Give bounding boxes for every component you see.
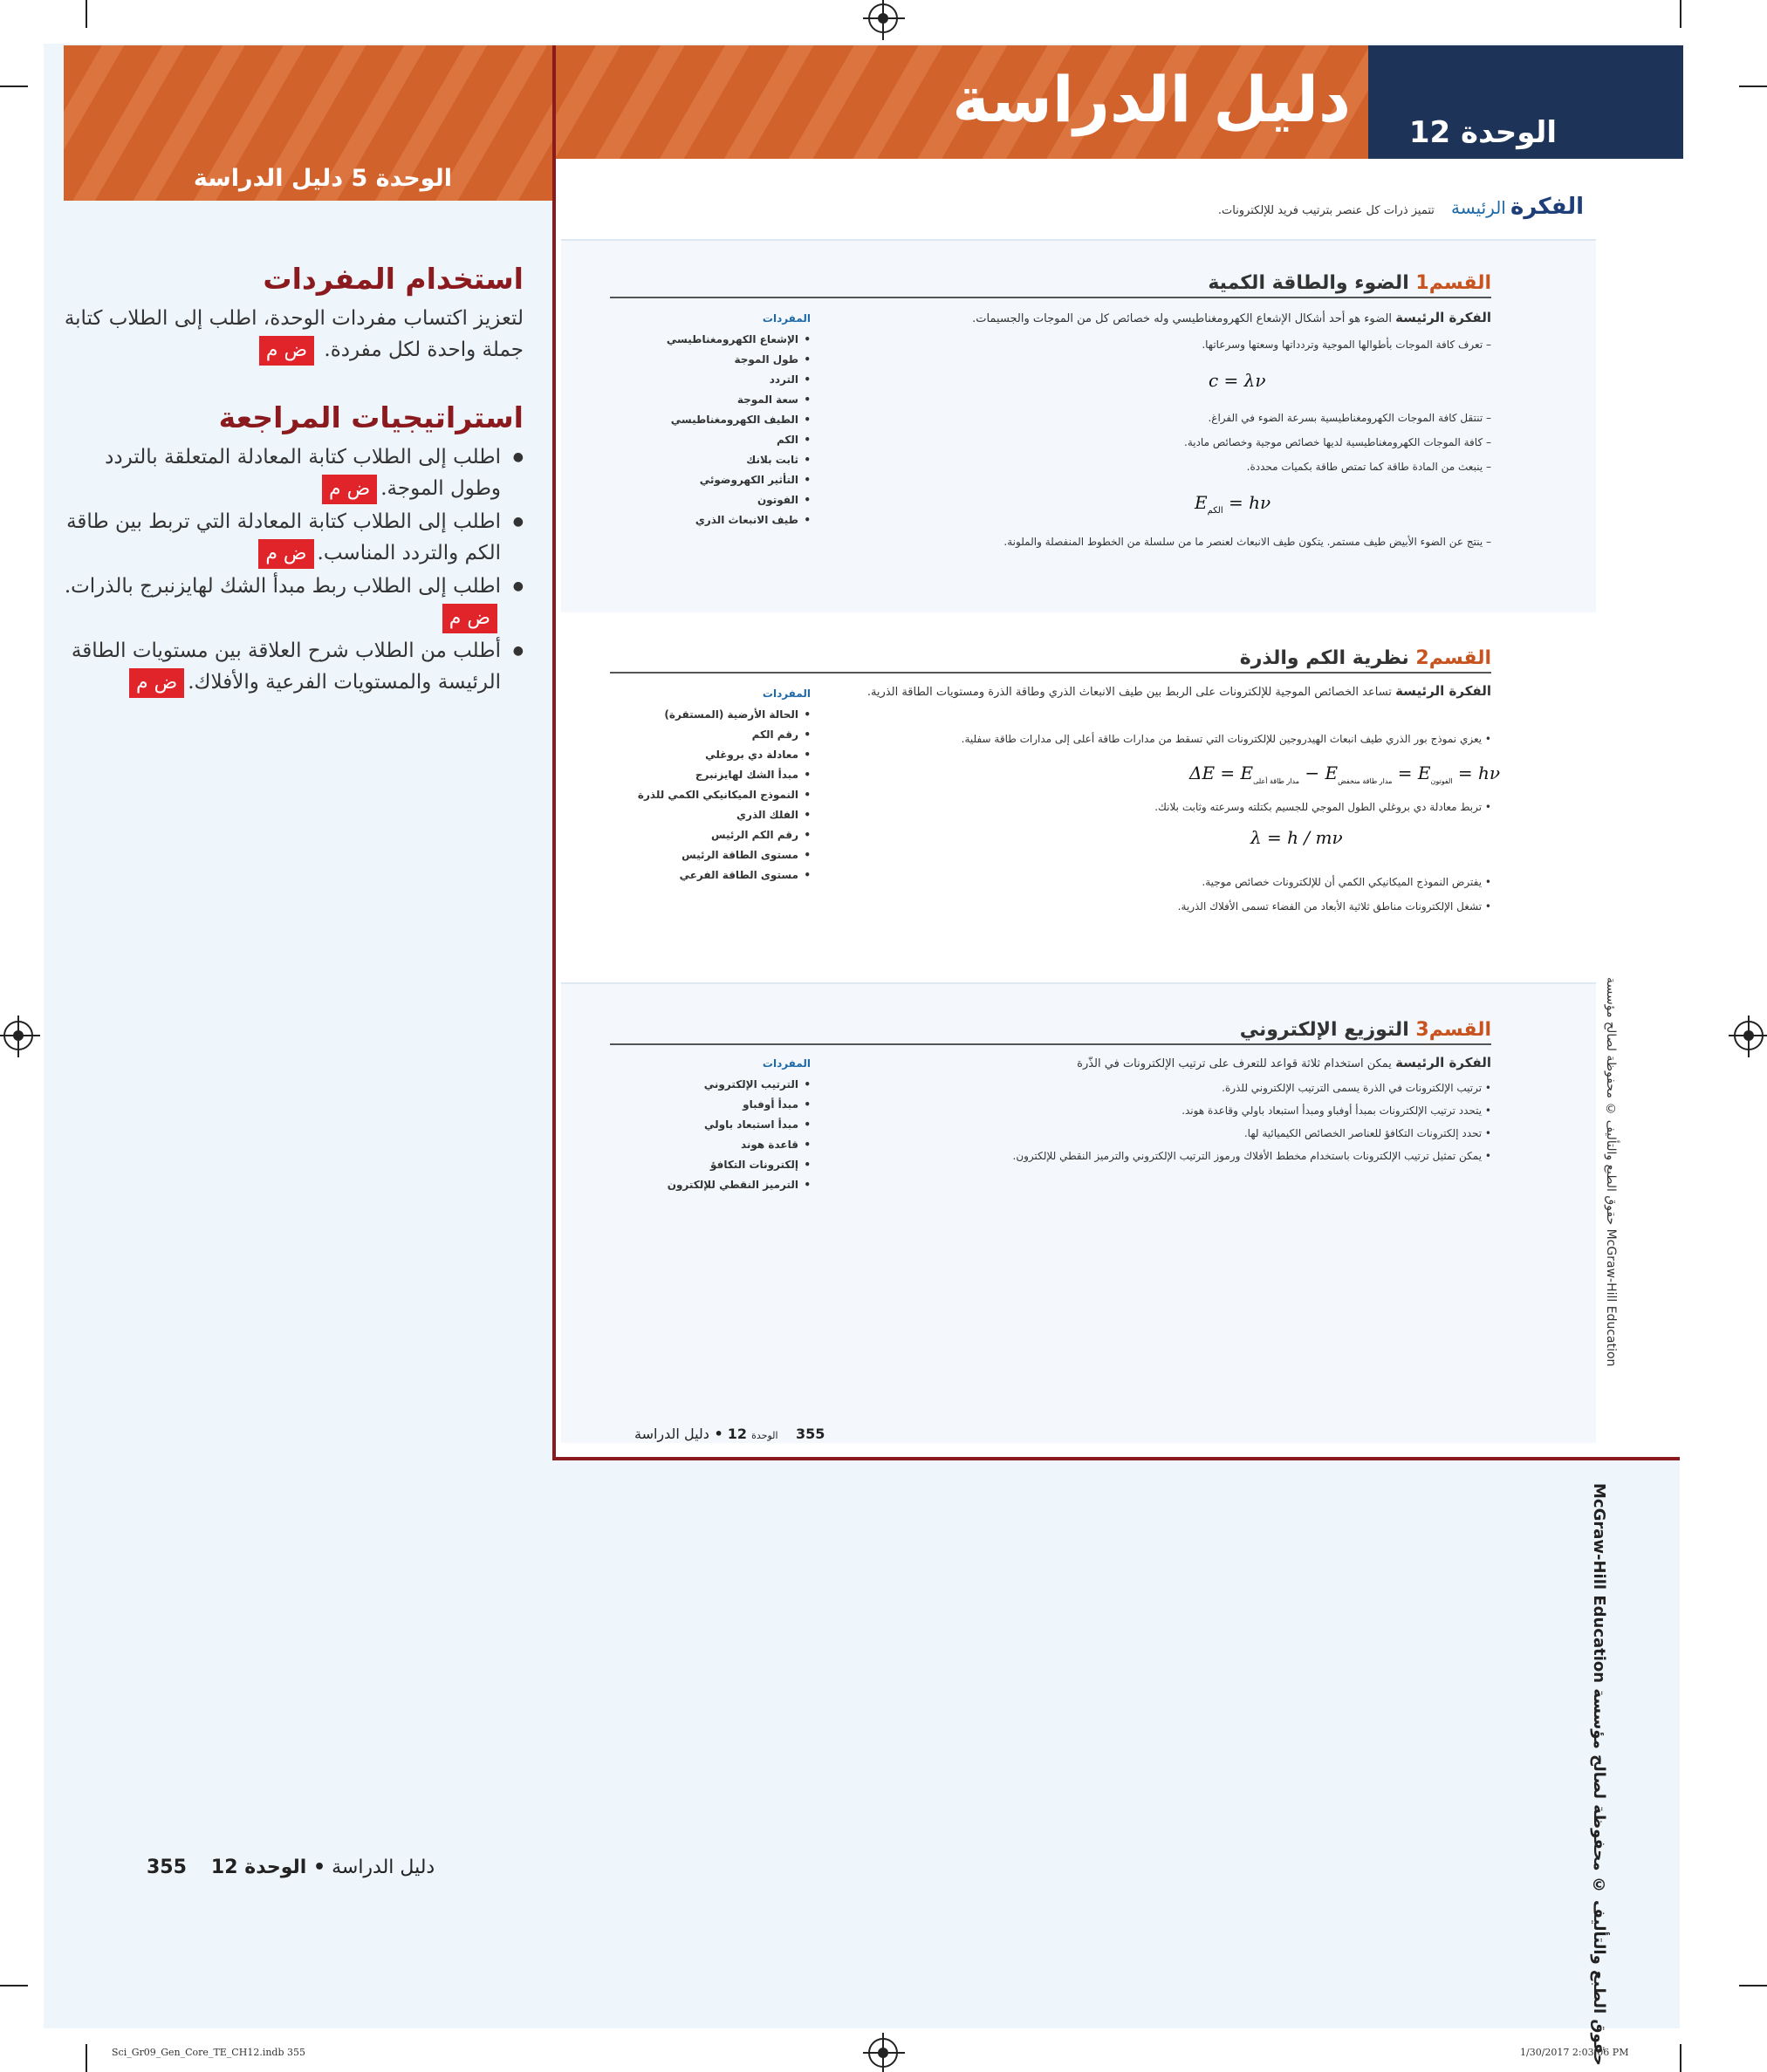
te-banner: [64, 45, 552, 201]
te-column: [52, 262, 524, 700]
student-page: [552, 45, 1680, 1460]
vocab-term: • الطيف الكهرومغناطيسي: [584, 410, 811, 430]
level-tag: ض م: [258, 539, 313, 569]
equation-part: = E: [1392, 762, 1431, 783]
vocab-term: • التردد: [584, 370, 811, 390]
vocab-term: • طول الموجة: [584, 350, 811, 370]
vocab-term: • التأثير الكهروضوئي: [584, 470, 811, 490]
section-1: [561, 239, 1596, 612]
crop-mark: [1739, 1985, 1767, 1987]
bullet: – كافة الموجات الكهرومغناطيسية لديها خصائص موجية وخصائص مادية.: [846, 436, 1491, 448]
section-label: القسم: [1428, 272, 1491, 294]
footer-unit-word: الوحدة: [751, 1430, 778, 1441]
vocab-text: [52, 303, 524, 366]
crop-mark: [1680, 0, 1681, 28]
review-item-text: اطلب إلى الطلاب كتابة المعادلة التي تربط بين طاقة الكم والتردد المناسب.: [66, 510, 501, 564]
main-idea-text: تساعد الخصائص الموجية للإلكترونات على الربط بين طيف الانبعاث الذري وطاقة الذرة ومستويات الطاقة الذرية.: [866, 686, 1392, 699]
review-item: [52, 571, 524, 633]
vocab-term: • إلكترونات التكافؤ: [584, 1155, 811, 1175]
crop-mark: [0, 85, 28, 87]
level-tag: ض م: [129, 668, 184, 698]
page-title: دليل الدراسة: [952, 63, 1351, 136]
te-footer-title: دليل الدراسة: [332, 1857, 435, 1878]
main-idea: [846, 682, 1491, 701]
section-title: [1240, 647, 1491, 669]
review-item: [52, 506, 524, 569]
unit-label: الوحدة 12: [1408, 115, 1557, 150]
section-3: [561, 982, 1596, 1443]
vocab-term: • مستوى الطاقة الفرعي: [584, 865, 811, 886]
main-idea-text: يمكن استخدام ثلاثة قواعد للتعرف على ترتيب الإلكترونات في الذّرة: [1077, 1057, 1392, 1070]
main-idea: [846, 309, 1491, 328]
side-credit: McGraw-Hill Education حقوق الطبع والتأليف © محفوظة لصالح مؤسسة: [1604, 977, 1618, 1367]
section-title-text: نظرية الكم والذرة: [1239, 647, 1409, 669]
vocab-term: • الكم: [584, 430, 811, 450]
main-idea-text: الضوء هو أحد أشكال الإشعاع الكهرومغناطيسي وله خصائص كل من الموجات والجسيمات.: [972, 312, 1392, 325]
bullet: • ترتيب الإلكترونات في الذرة يسمى الترتيب الإلكتروني للذرة.: [846, 1082, 1491, 1094]
section-title-text: التوزيع الإلكتروني: [1239, 1019, 1409, 1041]
vocab-list: [584, 1057, 811, 1195]
big-idea-key2: الرئيسة: [1451, 197, 1506, 218]
vocab-text-body: لتعزيز اكتساب مفردات الوحدة، اطلب إلى الطلاب كتابة جملة واحدة لكل مفردة.: [64, 307, 524, 361]
equation-part: = hν: [1452, 762, 1501, 783]
te-banner-title: الوحدة 5 دليل الدراسة: [193, 165, 452, 192]
page-footer: 355 الوحدة 12 • دليل الدراسة: [634, 1426, 825, 1442]
section-rule: [610, 297, 1491, 298]
big-idea-key: الفكرة: [1510, 194, 1584, 220]
vocab-heading: المفردات: [762, 312, 811, 325]
section-title: [1208, 272, 1491, 294]
header-banner: [556, 45, 1368, 159]
vocab-term: • الإشعاع الكهرومغناطيسي: [584, 330, 811, 350]
te-footer-unit: الوحدة 12: [210, 1857, 307, 1878]
vocab-term: • رقم الكم: [584, 725, 811, 745]
vocab-term: • قاعدة هوند: [584, 1135, 811, 1155]
review-heading: استراتيجيات المراجعة: [218, 400, 524, 434]
vocab-term: • الفلك الذري: [584, 805, 811, 825]
main-idea-label: الفكرة الرئيسة: [1395, 683, 1491, 699]
section-rule: [610, 672, 1491, 674]
bullet: – ينبعث من المادة طاقة كما تمتص طاقة بكميات محددة.: [846, 461, 1491, 473]
crop-mark: [86, 2044, 87, 2072]
te-footer-page: 355: [147, 1857, 187, 1878]
bullet: • تشغل الإلكترونات مناطق ثلاثية الأبعاد من الفضاء تسمى الأفلاك الذرية.: [846, 900, 1491, 913]
slug-left: Sci_Gr09_Gen_Core_TE_CH12.indb 355: [112, 2047, 305, 2058]
bullet: – تنتقل كافة الموجات الكهرومغناطيسية بسرعة الضوء في الفراغ.: [846, 412, 1491, 424]
level-tag: ض م: [259, 336, 314, 366]
crop-mark: [0, 1985, 28, 1987]
vocab-term: • مستوى الطاقة الرئيس: [584, 845, 811, 865]
bullet: – تعرف كافة الموجات بأطوالها الموجية وتردداتها وسعتها وسرعاتها.: [846, 338, 1491, 351]
equation-part: ΔE = E: [1189, 762, 1254, 783]
section-title: [1240, 1019, 1491, 1041]
crop-mark: [1739, 85, 1767, 87]
registration-mark-icon: [868, 2038, 898, 2068]
bullet: • يعزي نموذج بور الذري طيف انبعاث الهيدروجين للإلكترونات التي تسقط من مدارات طاقة أعلى إلى مدارات طاقة سفلية.: [846, 733, 1491, 745]
vocab-term: • سعة الموجة: [584, 390, 811, 410]
section-title-text: الضوء والطاقة الكمية: [1208, 272, 1409, 294]
vocab-term: • الترميز النقطي للإلكترون: [584, 1175, 811, 1195]
vocab-term: • الترتيب الإلكتروني: [584, 1075, 811, 1095]
vocab-term: • معادلة دي بروغلي: [584, 745, 811, 765]
big-idea: [1218, 194, 1584, 220]
main-idea-label: الفكرة الرئيسة: [1395, 310, 1491, 325]
section-2: [561, 630, 1596, 961]
equation: [1189, 762, 1500, 785]
equation: λ = h / mν: [1250, 827, 1343, 848]
registration-mark-icon: [3, 1021, 33, 1050]
main-idea: [846, 1054, 1491, 1073]
equation: [1195, 492, 1270, 516]
vocab-term: • طيف الانبعاث الذري: [584, 510, 811, 530]
vocab-term: • الحالة الأرضية (المستقرة): [584, 705, 811, 725]
equation-subscript: مدار طاقة منخفض: [1338, 777, 1393, 785]
registration-mark-icon: [1734, 1021, 1764, 1050]
vocab-list: [584, 312, 811, 530]
bullet: • يتحدد ترتيب الإلكترونات بمبدأ أوفباو ومبدأ استبعاد باولي وقاعدة هوند.: [846, 1104, 1491, 1117]
vocab-term: • رقم الكم الرئيس: [584, 825, 811, 845]
review-list: [52, 441, 524, 698]
vocab-heading: المفردات: [762, 1057, 811, 1070]
equation-subscript: الفوتون: [1430, 777, 1453, 785]
vocab-heading: المفردات: [762, 687, 811, 700]
section-number: 3: [1415, 1019, 1429, 1041]
review-item-text: اطلب إلى الطلاب ربط مبدأ الشك لهايزنبرج بالذرات.: [64, 575, 501, 598]
vocab-term: • مبدأ الشك لهايزنبرج: [584, 765, 811, 785]
bullet: • تربط معادلة دي بروغلي الطول الموجي للجسيم بكتلته وسرعته وثابت بلانك.: [846, 801, 1491, 813]
te-side-credit: McGraw-Hill Education حقوق الطبع والتأليف © محفوظة لصالح مؤسسة: [1590, 1483, 1608, 2066]
footer-page-number: 355: [795, 1426, 825, 1442]
equation-subscript: مدار طاقة أعلى: [1253, 777, 1300, 785]
vocab-term: • النموذج الميكانيكي الكمي للذرة: [584, 785, 811, 805]
vocab-term: • مبدأ استبعاد باولي: [584, 1115, 811, 1135]
section-rule: [610, 1043, 1491, 1045]
equation-part: = hν: [1228, 492, 1271, 513]
level-tag: ض م: [322, 475, 377, 504]
section-number: 2: [1415, 647, 1429, 669]
equation-part: E: [1195, 492, 1208, 513]
vocab-term: • مبدأ أوفباو: [584, 1095, 811, 1115]
bullet: • يفترض النموذج الميكانيكي الكمي أن للإلكترونات خصائص موجية.: [846, 876, 1491, 888]
registration-mark-icon: [868, 3, 898, 33]
review-item-text: أطلب من الطلاب شرح العلاقة بين مستويات الطاقة الرئيسة والمستويات الفرعية والأفلاك.: [71, 639, 501, 694]
bullet: • تحدد إلكترونات التكافؤ للعناصر الخصائص الكيميائية لها.: [846, 1127, 1491, 1139]
level-tag: ض م: [442, 604, 497, 633]
equation: c = λν: [1209, 370, 1266, 391]
vocab-term: • الفوتون: [584, 490, 811, 510]
review-item: [52, 635, 524, 698]
bullet: – ينتج عن الضوء الأبيض طيف مستمر. يتكون طيف الانبعاث لعنصر ما من سلسلة من الخطوط المنفصلة والملونة.: [846, 536, 1491, 548]
slug-right: 1/30/2017 2:03:06 PM: [1520, 2047, 1629, 2058]
bullet: • يمكن تمثيل ترتيب الإلكترونات باستخدام مخطط الأفلاك ورموز الترتيب الإلكتروني والترميز النقطي للإلكترون.: [846, 1150, 1491, 1162]
te-footer: دليل الدراسة • الوحدة 12 355: [147, 1857, 435, 1878]
equation-part: − E: [1299, 762, 1339, 783]
section-label: القسم: [1428, 647, 1491, 669]
section-number: 1: [1415, 272, 1429, 294]
main-idea-label: الفكرة الرئيسة: [1395, 1055, 1491, 1070]
section-label: القسم: [1428, 1019, 1491, 1041]
big-idea-text: تتميز ذرات كل عنصر بترتيب فريد للإلكترونات.: [1217, 204, 1435, 217]
vocab-list: [584, 687, 811, 886]
crop-mark: [1680, 2044, 1681, 2072]
vocab-term: • ثابت بلانك: [584, 450, 811, 470]
review-item: [52, 441, 524, 504]
vocab-heading: استخدام المفردات: [263, 262, 524, 296]
footer-unit-number: 12: [727, 1426, 748, 1442]
crop-mark: [86, 0, 87, 28]
equation-subscript: الكم: [1207, 506, 1223, 516]
footer-title: دليل الدراسة: [634, 1426, 709, 1442]
unit-banner: [1368, 45, 1683, 159]
review-item-text: اطلب إلى الطلاب كتابة المعادلة المتعلقة بالتردد وطول الموجة.: [105, 446, 501, 500]
